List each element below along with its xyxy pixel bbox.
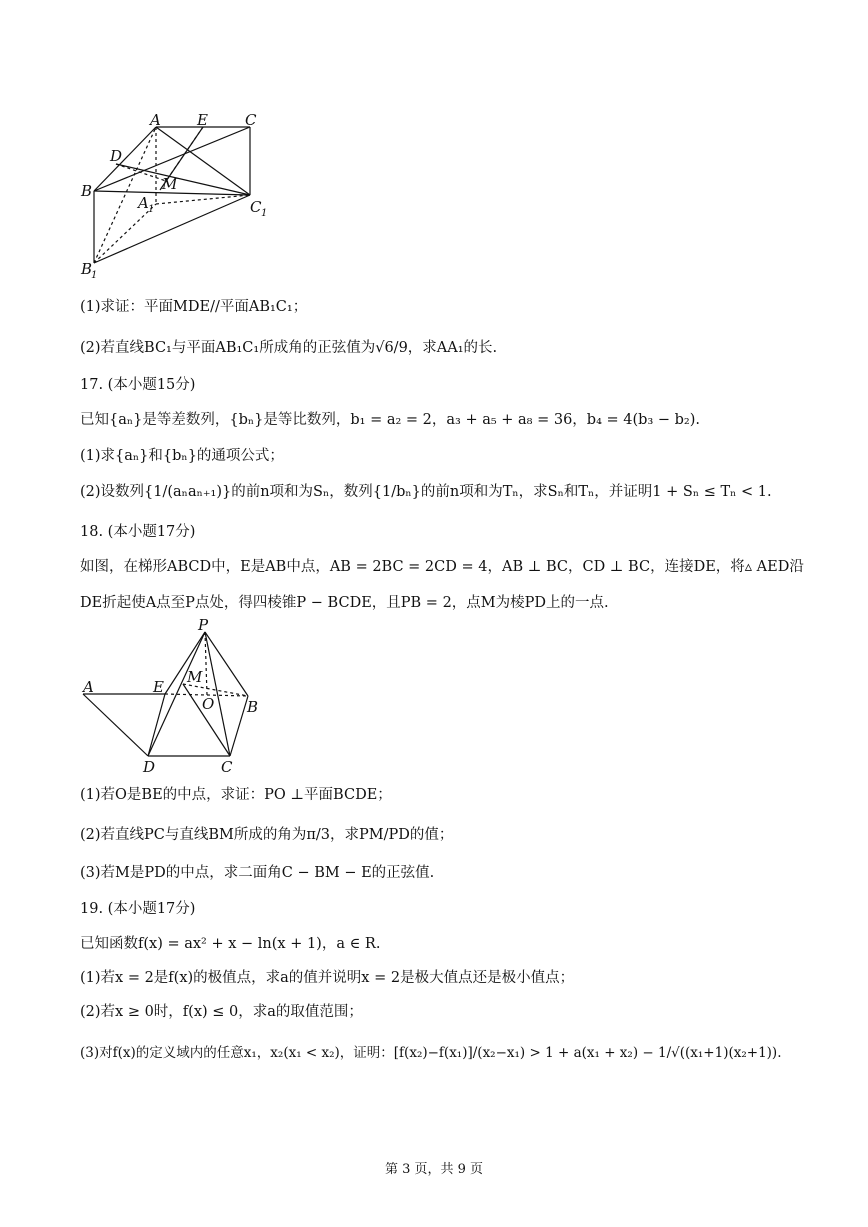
q17-part1: (1)求{aₙ}和{bₙ}的通项公式； — [80, 448, 284, 464]
label-C: C — [245, 111, 257, 129]
label-C: C — [221, 758, 233, 776]
q18-heading: 18. (本小题17分) — [80, 524, 196, 540]
q19-part1: (1)若x = 2是f(x)的极值点，求a的值并说明x = 2是极大值点还是极小值点； — [80, 970, 575, 986]
q18-part2: (2)若直线PC与直线BM所成的角为π/3，求PM/PD的值； — [80, 827, 454, 843]
q19-part3: (3)对f(x)的定义域内的任意x₁，x₂(x₁ < x₂)，证明：[f(x₂)−f(x₁)]/(x₂−x₁) > 1 + a(x₁ + x₂) − 1/√((x₁+1)(x₂+1)). — [80, 1045, 782, 1061]
q17-heading: 17. (本小题15分) — [80, 377, 196, 393]
page-footer: 第 3 页，共 9 页 — [384, 1162, 484, 1177]
q18-part1: (1)若O是BE的中点，求证：PO ⊥平面BCDE； — [80, 787, 392, 803]
label-E: E — [197, 111, 208, 129]
q18-stem-line1: 如图，在梯形ABCD中，E是AB中点，AB = 2BC = 2CD = 4，AB ⊥ BC，CD ⊥ BC，连接DE，将▵ AED沿 — [80, 559, 804, 575]
label-A: A — [83, 678, 94, 696]
label-A: A — [150, 111, 161, 129]
q16-part2: (2)若直线BC₁与平面AB₁C₁所成角的正弦值为√6/9，求AA₁的长. — [80, 340, 498, 356]
label-B: B — [247, 698, 259, 716]
prism-figure — [70, 105, 290, 290]
label-B: B — [81, 182, 93, 200]
label-C1: C — [250, 198, 262, 216]
label-M: M — [162, 175, 178, 193]
label-M: M — [187, 668, 203, 686]
label-D: D — [110, 147, 123, 165]
q18-stem-line2: DE折起使A点至P点处，得四棱锥P − BCDE，且PB = 2，点M为棱PD上的一点. — [80, 595, 609, 611]
q19-stem: 已知函数f(x) = ax² + x − ln(x + 1)，a ∈ R. — [80, 936, 381, 952]
label-D: D — [143, 758, 156, 776]
label-E: E — [153, 678, 164, 696]
q18-part3: (3)若M是PD的中点，求二面角C − BM − E的正弦值. — [80, 865, 435, 881]
label-A1-sub: 1 — [148, 204, 155, 215]
label-B1-sub: 1 — [91, 270, 98, 281]
q19-heading: 19. (本小题17分) — [80, 901, 196, 917]
label-C1-sub: 1 — [261, 208, 268, 219]
label-P: P — [198, 616, 209, 634]
pyramid-figure — [75, 616, 275, 776]
q17-stem: 已知{aₙ}是等差数列，{bₙ}是等比数列，b₁ = a₂ = 2，a₃ + a₅ + a₈ = 36，b₄ = 4(b₃ − b₂). — [80, 412, 700, 428]
label-O: O — [202, 695, 215, 713]
label-A1: A — [138, 194, 149, 212]
q17-part2: (2)设数列{1/(aₙaₙ₊₁)}的前n项和为Sₙ，数列{1/bₙ}的前n项和为Tₙ，求Sₙ和Tₙ，并证明1 + Sₙ ≤ Tₙ < 1. — [80, 484, 772, 500]
q16-part1: (1)求证：平面MDE//平面AB₁C₁； — [80, 299, 308, 315]
q19-part2: (2)若x ≥ 0时，f(x) ≤ 0，求a的取值范围； — [80, 1004, 363, 1020]
label-B1: B — [81, 260, 93, 278]
